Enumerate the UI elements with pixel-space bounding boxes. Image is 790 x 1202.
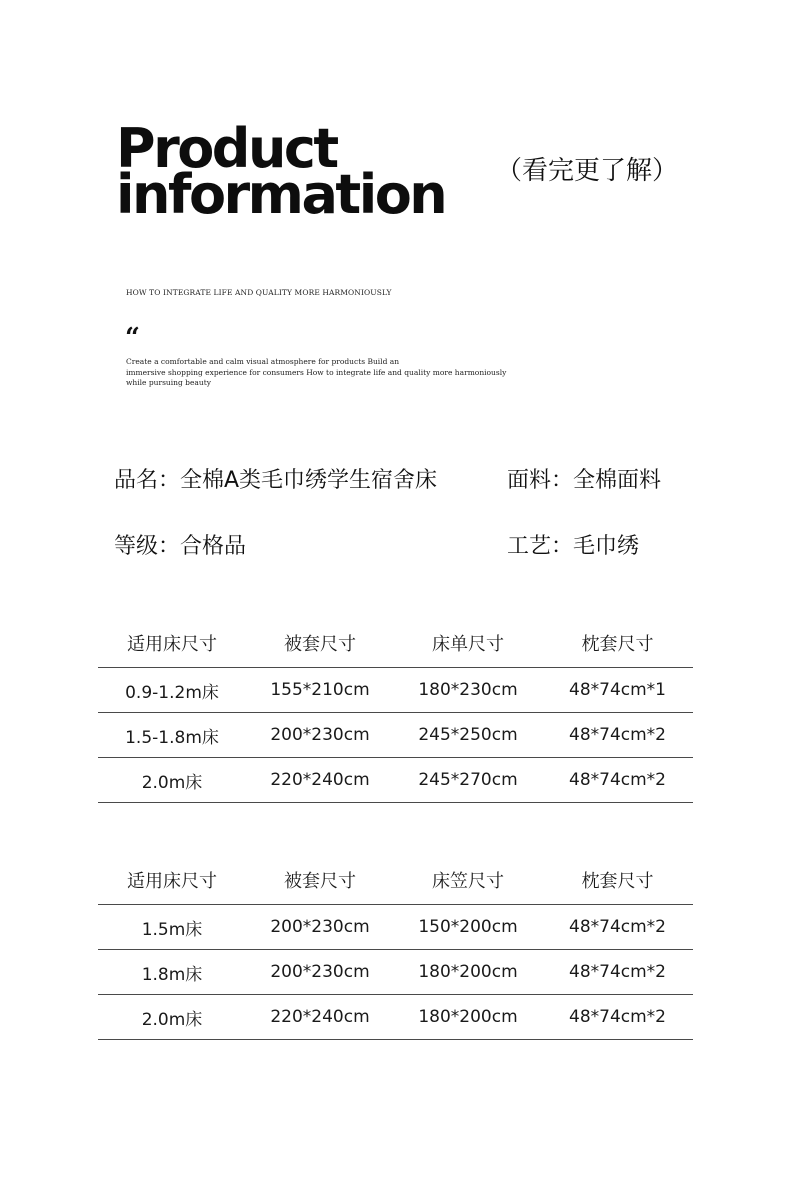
quote-mark-icon: “ [125, 323, 140, 353]
table-row [98, 905, 693, 950]
header-cell: 被套尺寸 [284, 633, 356, 655]
table-cell: 1.8m床 [141, 964, 203, 985]
page-title-line-1: Product [116, 117, 337, 180]
table-cell: 48*74cm*2 [569, 917, 666, 937]
table-row [98, 758, 693, 803]
table-cell: 180*200cm [418, 962, 518, 982]
intro-text-line: immersive shopping experience for consumers How to integrate life and quality more harmoniously [126, 368, 507, 377]
header-cell: 床单尺寸 [432, 633, 504, 655]
size-table-fitted [98, 855, 693, 1040]
table-cell: 220*240cm [270, 770, 370, 790]
table-cell: 2.0m床 [141, 772, 203, 793]
table-row [98, 668, 693, 713]
table-cell: 48*74cm*1 [569, 680, 666, 700]
header-cell: 枕套尺寸 [581, 633, 654, 655]
intro-text-line: while pursuing beauty [126, 378, 211, 387]
page-title-line-2: information [116, 163, 446, 226]
table-cell: 0.9-1.2m床 [125, 682, 219, 703]
header-cell: 适用床尺寸 [127, 870, 217, 892]
table-cell: 48*74cm*2 [569, 1007, 666, 1027]
table-header-row [98, 618, 693, 668]
table-cell: 200*230cm [270, 962, 370, 982]
table-cell: 48*74cm*2 [569, 770, 666, 790]
header-cell: 枕套尺寸 [581, 870, 654, 892]
table-cell: 1.5-1.8m床 [125, 727, 219, 748]
table-cell: 150*200cm [418, 917, 518, 937]
table-cell: 2.0m床 [141, 1009, 203, 1030]
table-cell: 200*230cm [270, 917, 370, 937]
table-cell: 1.5m床 [141, 919, 203, 940]
product-name-spec: 品名：全棉A类毛巾绣学生宿舍床 [114, 468, 438, 493]
header-cell: 适用床尺寸 [127, 633, 217, 655]
table-row [98, 713, 693, 758]
table-cell: 48*74cm*2 [569, 962, 666, 982]
table-cell: 245*250cm [418, 725, 518, 745]
header-cell: 被套尺寸 [284, 870, 356, 892]
table-cell: 155*210cm [270, 680, 370, 700]
table-cell: 220*240cm [270, 1007, 370, 1027]
table-cell: 180*200cm [418, 1007, 518, 1027]
table-cell: 48*74cm*2 [569, 725, 666, 745]
page-subtitle: （看完更了解） [496, 156, 679, 186]
header-cell: 床笠尺寸 [432, 870, 504, 892]
table-header-row [98, 855, 693, 905]
craft-spec: 工艺：毛巾绣 [507, 534, 640, 559]
table-cell: 245*270cm [418, 770, 518, 790]
intro-text-line: Create a comfortable and calm visual atmosphere for products Build an [126, 357, 400, 366]
tagline: HOW TO INTEGRATE LIFE AND QUALITY MORE HARMONIOUSLY [126, 288, 392, 297]
table-cell: 200*230cm [270, 725, 370, 745]
table-row [98, 995, 693, 1040]
table-cell: 180*230cm [418, 680, 518, 700]
grade-spec: 等级：合格品 [114, 534, 247, 559]
table-row [98, 950, 693, 995]
fabric-spec: 面料：全棉面料 [507, 468, 662, 493]
size-table-sheet [98, 618, 693, 803]
